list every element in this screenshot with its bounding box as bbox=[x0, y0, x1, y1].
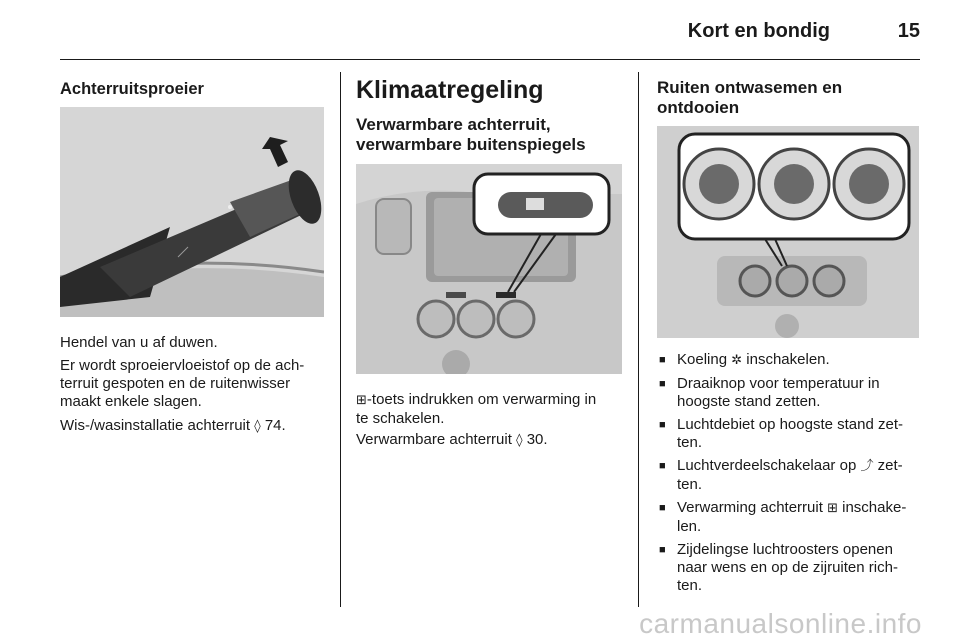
watermark: carmanualsonline.info bbox=[639, 608, 922, 639]
bullet-icon: ■ bbox=[659, 460, 666, 472]
page-number: 15 bbox=[897, 20, 920, 42]
defog-steps-list bbox=[657, 351, 925, 600]
section-heading-rear-washer: Achterruitsproeier bbox=[60, 80, 204, 98]
list-item bbox=[657, 541, 925, 595]
xref-text: Verwarmbare achterruit bbox=[356, 431, 512, 448]
windshield-airflow-icon: ⤴ bbox=[860, 459, 874, 474]
list-item-text: hoogste stand zetten. bbox=[677, 393, 821, 410]
list-item-line bbox=[677, 499, 925, 518]
paragraph-xref-wash-system bbox=[60, 417, 286, 436]
bullet-icon: ■ bbox=[659, 502, 666, 514]
list-item-text: Verwarming achterruit bbox=[677, 499, 828, 516]
list-item-text: inschakelen. bbox=[742, 351, 830, 368]
subheading-line: Verwarmbare achterruit, bbox=[356, 115, 551, 134]
paragraph-line: Er wordt sproeiervloeistof op de ach- bbox=[60, 357, 305, 374]
paragraph-line: terruit gespoten en de ruitenwisser bbox=[60, 375, 291, 392]
heading-line: ontdooien bbox=[657, 98, 740, 117]
list-item bbox=[657, 351, 925, 370]
list-item bbox=[657, 457, 925, 494]
list-item-text: Koeling bbox=[677, 351, 732, 368]
bullet-icon: ■ bbox=[659, 544, 666, 556]
list-item-text: ten. bbox=[677, 476, 703, 493]
heading-line: Ruiten ontwasemen en bbox=[657, 78, 843, 97]
bullet-icon: ■ bbox=[659, 419, 666, 431]
list-item bbox=[657, 416, 925, 452]
paragraph-push-lever: Hendel van u af duwen. bbox=[60, 334, 218, 351]
paragraph-line bbox=[356, 391, 631, 410]
figure-rear-window-button bbox=[356, 164, 622, 374]
running-header-title: Kort en bondig bbox=[687, 20, 830, 42]
xref-arrow-icon: ◊ bbox=[516, 433, 523, 448]
subheading-heated-rear-window bbox=[356, 115, 586, 155]
paragraph-text: -toets indrukken om verwarming in bbox=[366, 391, 597, 408]
list-item bbox=[657, 499, 925, 536]
rear-window-heat-icon: ⊞ bbox=[356, 393, 367, 408]
list-item-text: Luchtverdeelschakelaar op bbox=[677, 457, 861, 474]
paragraph-rear-heat-button bbox=[356, 391, 631, 428]
list-item bbox=[657, 375, 925, 411]
xref-text: Wis-/wasinstallatie achterruit bbox=[60, 417, 251, 434]
paragraph-line: te schakelen. bbox=[356, 410, 445, 427]
paragraph-washer-fluid bbox=[60, 357, 330, 411]
section-title-climate-control: Klimaatregeling bbox=[356, 76, 544, 104]
list-item-text: Draaiknop voor temperatuur in bbox=[677, 375, 880, 392]
list-item-text: Zijdelingse luchtroosters openen bbox=[677, 541, 893, 558]
xref-arrow-icon: ◊ bbox=[254, 419, 261, 434]
figure-wiper-lever bbox=[60, 107, 324, 317]
xref-page-link[interactable]: 30. bbox=[526, 431, 548, 448]
list-item-text: inschake- bbox=[837, 499, 907, 516]
bullet-icon: ■ bbox=[659, 378, 666, 390]
list-item-text: ten. bbox=[677, 577, 703, 594]
header-rule bbox=[60, 59, 920, 60]
list-item-line bbox=[677, 457, 925, 476]
column-divider-2 bbox=[638, 72, 639, 607]
snowflake-icon: ✲ bbox=[731, 353, 743, 368]
list-item-text: zet- bbox=[873, 457, 903, 474]
paragraph-xref-rear-window bbox=[356, 431, 548, 450]
figure-climate-knobs bbox=[657, 126, 919, 338]
paragraph-line: maakt enkele slagen. bbox=[60, 393, 202, 410]
list-item-text: ten. bbox=[677, 434, 703, 451]
rear-window-heat-icon: ⊞ bbox=[827, 501, 838, 516]
list-item-text: naar wens en op de zijruiten rich- bbox=[677, 559, 898, 576]
xref-page-link[interactable]: 74. bbox=[264, 417, 286, 434]
column-divider-1 bbox=[340, 72, 341, 607]
subheading-line: verwarmbare buitenspiegels bbox=[356, 135, 586, 154]
list-item-text: len. bbox=[677, 518, 702, 535]
bullet-icon: ■ bbox=[659, 354, 666, 366]
section-heading-defog bbox=[657, 78, 842, 118]
list-item-text: Luchtdebiet op hoogste stand zet- bbox=[677, 416, 903, 433]
